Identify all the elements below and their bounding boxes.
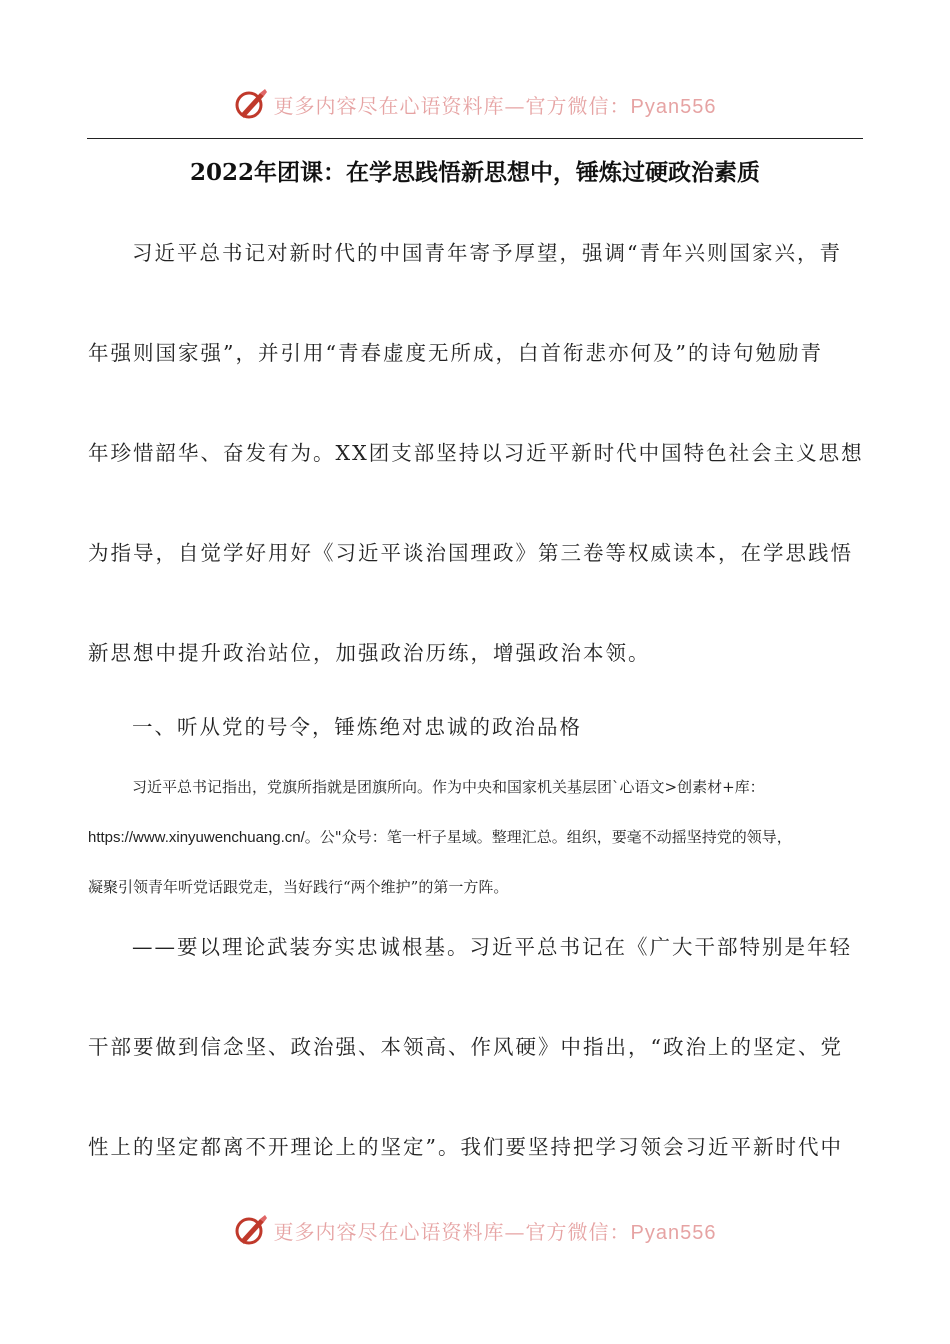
paragraph-line: 新思想中提升政治站位，加强政治历练，增强政治本领。 xyxy=(88,641,651,665)
small-paragraph-text: 。公"众号：笔一杆子星域。整理汇总。组织，要毫不动摇坚持党的领导， xyxy=(304,828,792,846)
paragraph-line: 年珍惜韶华、奋发有为。XX团支部坚持以习近平新时代中国特色社会主义思想 xyxy=(88,441,864,465)
paragraph-line: 习近平总书记对新时代的中国青年寄予厚望，强调“青年兴则国家兴，青 xyxy=(132,241,842,265)
small-paragraph-line xyxy=(88,826,792,847)
small-paragraph-line: 习近平总书记指出，党旗所指就是团旗所向。作为中央和国家机关基层团`心语文>创素材+库： xyxy=(132,778,765,796)
source-url-link[interactable]: https://www.xinyuwenchuang.cn/ xyxy=(88,829,305,846)
footer-banner-cn: 更多内容尽在心语资料库—官方微信： xyxy=(273,1219,631,1244)
section-heading: 一、听从党的号令，锤炼绝对忠诚的政治品格 xyxy=(132,715,582,739)
header-banner-text xyxy=(274,90,717,119)
footer-banner-wechat-id: Pyan556 xyxy=(630,1221,717,1244)
header-banner xyxy=(0,84,950,124)
paragraph-line: 年强则国家强”，并引用“青春虚度无所成，白首衔悲亦何及”的诗句勉励青 xyxy=(88,341,823,365)
footer-banner xyxy=(0,1210,950,1250)
footer-banner-text xyxy=(274,1216,717,1245)
pen-logo-icon xyxy=(234,87,268,121)
document-title: 2022年团课：在学思践悟新思想中，锤炼过硬政治素质 xyxy=(189,159,760,186)
header-banner-wechat-id: Pyan556 xyxy=(630,95,717,118)
header-banner-cn: 更多内容尽在心语资料库—官方微信： xyxy=(273,93,631,118)
small-paragraph-line: 凝聚引领青年听党话跟党走，当好践行“两个维护”的第一方阵。 xyxy=(88,878,509,896)
header-divider xyxy=(87,138,863,139)
paragraph-line: 为指导，自觉学好用好《习近平谈治国理政》第三卷等权威读本，在学思践悟 xyxy=(88,541,853,565)
paragraph-line: 性上的坚定都离不开理论上的坚定”。我们要坚持把学习领会习近平新时代中 xyxy=(88,1135,843,1159)
paragraph-line: 干部要做到信念坚、政治强、本领高、作风硬》中指出，“政治上的坚定、党 xyxy=(88,1035,843,1059)
paragraph-line: ——要以理论武装夯实忠诚根基。习近平总书记在《广大干部特别是年轻 xyxy=(132,935,852,959)
pen-logo-icon xyxy=(234,1213,268,1247)
